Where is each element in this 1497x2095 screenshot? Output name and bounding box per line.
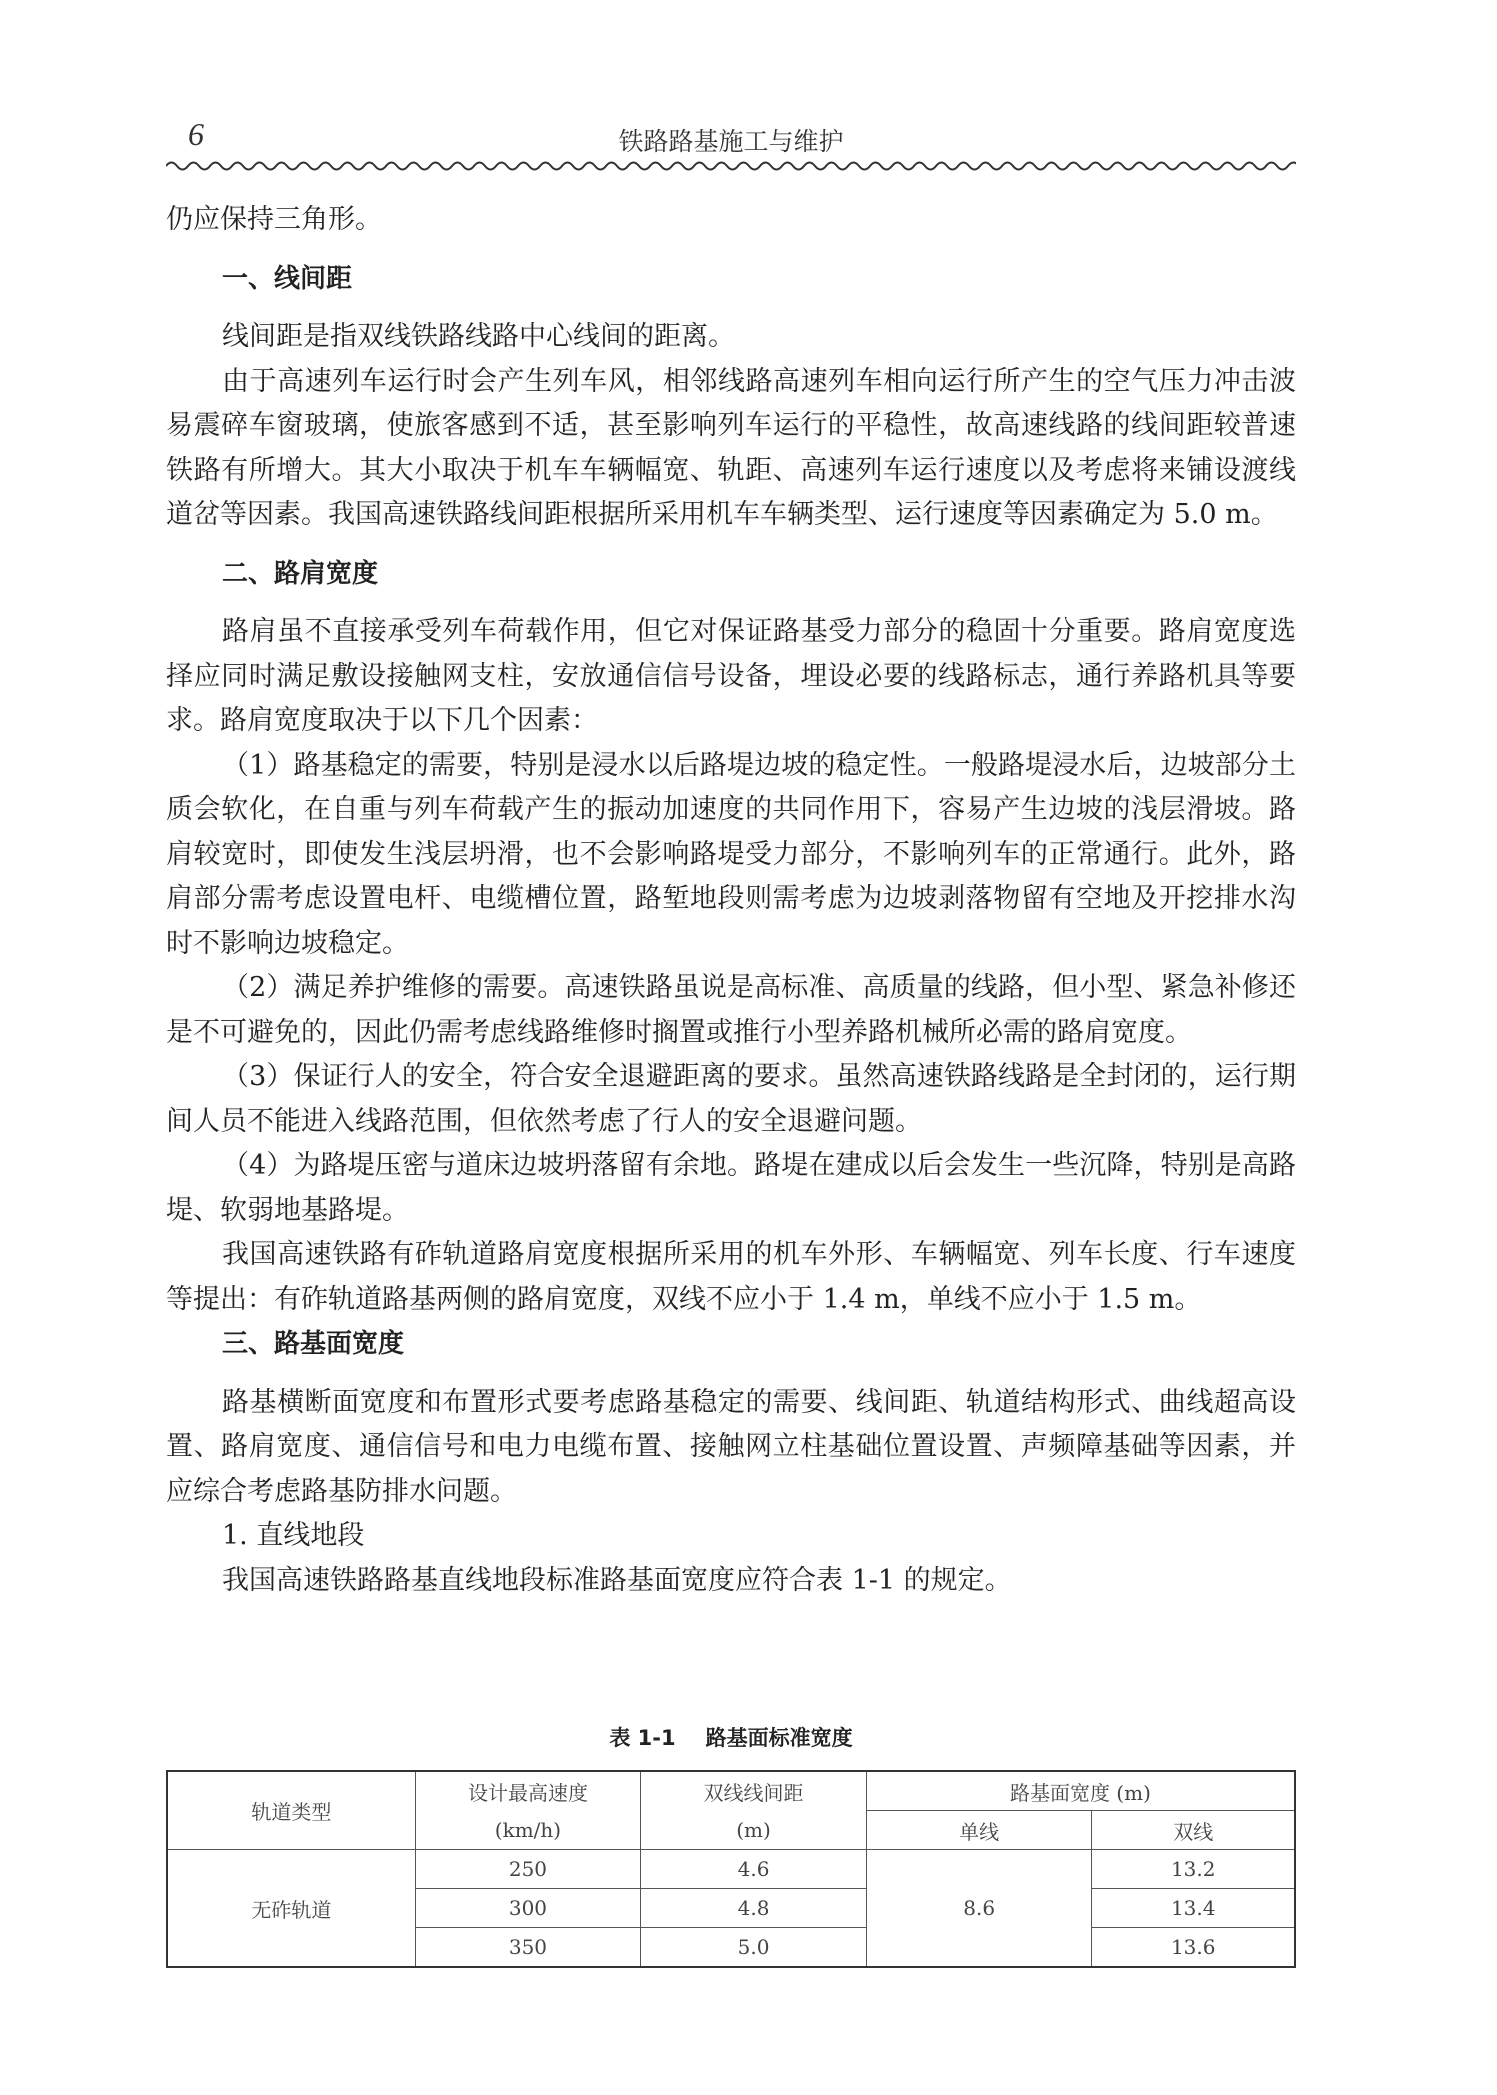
header-track-type: 轨道类型	[167, 1771, 415, 1850]
cell-single-width: 8.6	[866, 1850, 1092, 1968]
paragraph: 由于高速列车运行时会产生列车风，相邻线路高速列车相向运行所产生的空气压力冲击波易震碎车窗玻璃，使旅客感到不适，甚至影响列车运行的平稳性，故高速线路的线间距较普速铁路有所增大。其大小取决于机车车辆幅宽、轨距、高速列车运行速度以及考虑将来铺设渡线道岔等因素。我国高速铁路线间距根据所采用机车车辆类型、运行速度等因素确定为 5.0 m。	[166, 365, 1296, 530]
table-row	[167, 1850, 1295, 1889]
paragraph: 我国高速铁路路基直线地段标准路基面宽度应符合表 1-1 的规定。	[222, 1564, 1012, 1596]
cell-double-width: 13.4	[1092, 1889, 1295, 1928]
paragraph: （3）保证行人的安全，符合安全退避距离的要求。虽然高速铁路线路是全封闭的，运行期间人员不能进入线路范围，但依然考虑了行人的安全退避问题。	[166, 1061, 1296, 1137]
wavy-divider	[166, 158, 1296, 174]
cell-double-width: 13.2	[1092, 1850, 1295, 1889]
header-single: 单线	[866, 1811, 1092, 1850]
paragraph: 线间距是指双线铁路线路中心线间的距离。	[222, 321, 735, 352]
section-heading-1: 一、线间距	[222, 263, 353, 294]
table-number: 表 1-1	[609, 1726, 676, 1750]
cell-track-type: 无砟轨道	[167, 1850, 415, 1968]
header-width: 路基面宽度 (m)	[866, 1771, 1295, 1811]
cell-speed: 300	[415, 1889, 641, 1928]
header-double: 双线	[1092, 1811, 1295, 1850]
page-number: 6	[188, 116, 204, 152]
section-heading-3: 三、路基面宽度	[222, 1329, 405, 1359]
paragraph: 我国高速铁路有砟轨道路肩宽度根据所采用的机车外形、车辆幅宽、列车长度、行车速度等提出：有砟轨道路基两侧的路肩宽度，双线不应小于 1.4 m，单线不应小于 1.5 m。	[166, 1239, 1296, 1315]
running-title: 铁路路基施工与维护	[618, 127, 844, 156]
table-title: 路基面标准宽度	[705, 1726, 853, 1750]
cell-spacing: 5.0	[641, 1928, 867, 1968]
table-caption	[166, 1722, 1296, 1752]
header-speed-unit: (km/h)	[415, 1811, 641, 1850]
header-speed: 设计最高速度	[415, 1771, 641, 1811]
header-spacing-unit: (m)	[641, 1811, 867, 1850]
body-text	[166, 198, 1296, 1603]
paragraph: （4）为路堤压密与道床边坡坍落留有余地。路堤在建成以后会发生一些沉降，特别是高路堤、软弱地基路堤。	[166, 1150, 1296, 1226]
header-spacing: 双线线间距	[641, 1771, 867, 1811]
subheading: 1. 直线地段	[222, 1520, 365, 1551]
paragraph: 仍应保持三角形。	[166, 204, 382, 235]
page-header	[166, 110, 1296, 170]
roadbed-width-table	[166, 1770, 1296, 1968]
section-heading-2: 二、路肩宽度	[222, 558, 379, 589]
paragraph: （2）满足养护维修的需要。高速铁路虽说是高标准、高质量的线路，但小型、紧急补修还是不可避免的，因此仍需考虑线路维修时搁置或推行小型养路机械所必需的路肩宽度。	[166, 972, 1296, 1048]
cell-double-width: 13.6	[1092, 1928, 1295, 1968]
cell-spacing: 4.6	[641, 1850, 867, 1889]
cell-spacing: 4.8	[641, 1889, 867, 1928]
table-header-row	[167, 1771, 1295, 1811]
paragraph: （1）路基稳定的需要，特别是浸水以后路堤边坡的稳定性。一般路堤浸水后，边坡部分土质会软化，在自重与列车荷载产生的振动加速度的共同作用下，容易产生边坡的浅层滑坡。路肩较宽时，即使发生浅层坍滑，也不会影响路堤受力部分，不影响列车的正常通行。此外，路肩部分需考虑设置电杆、电缆槽位置，路堑地段则需考虑为边坡剥落物留有空地及开挖排水沟时不影响边坡稳定。	[166, 749, 1296, 959]
paragraph: 路基横断面宽度和布置形式要考虑路基稳定的需要、线间距、轨道结构形式、曲线超高设置、路肩宽度、通信信号和电力电缆布置、接触网立柱基础位置设置、声频障基础等因素，并应综合考虑路基防排水问题。	[166, 1386, 1296, 1507]
paragraph: 路肩虽不直接承受列车荷载作用，但它对保证路基受力部分的稳固十分重要。路肩宽度选择应同时满足敷设接触网支柱，安放通信信号设备，埋设必要的线路标志，通行养路机具等要求。路肩宽度取决于以下几个因素：	[166, 616, 1296, 736]
cell-speed: 350	[415, 1928, 641, 1968]
cell-speed: 250	[415, 1850, 641, 1889]
